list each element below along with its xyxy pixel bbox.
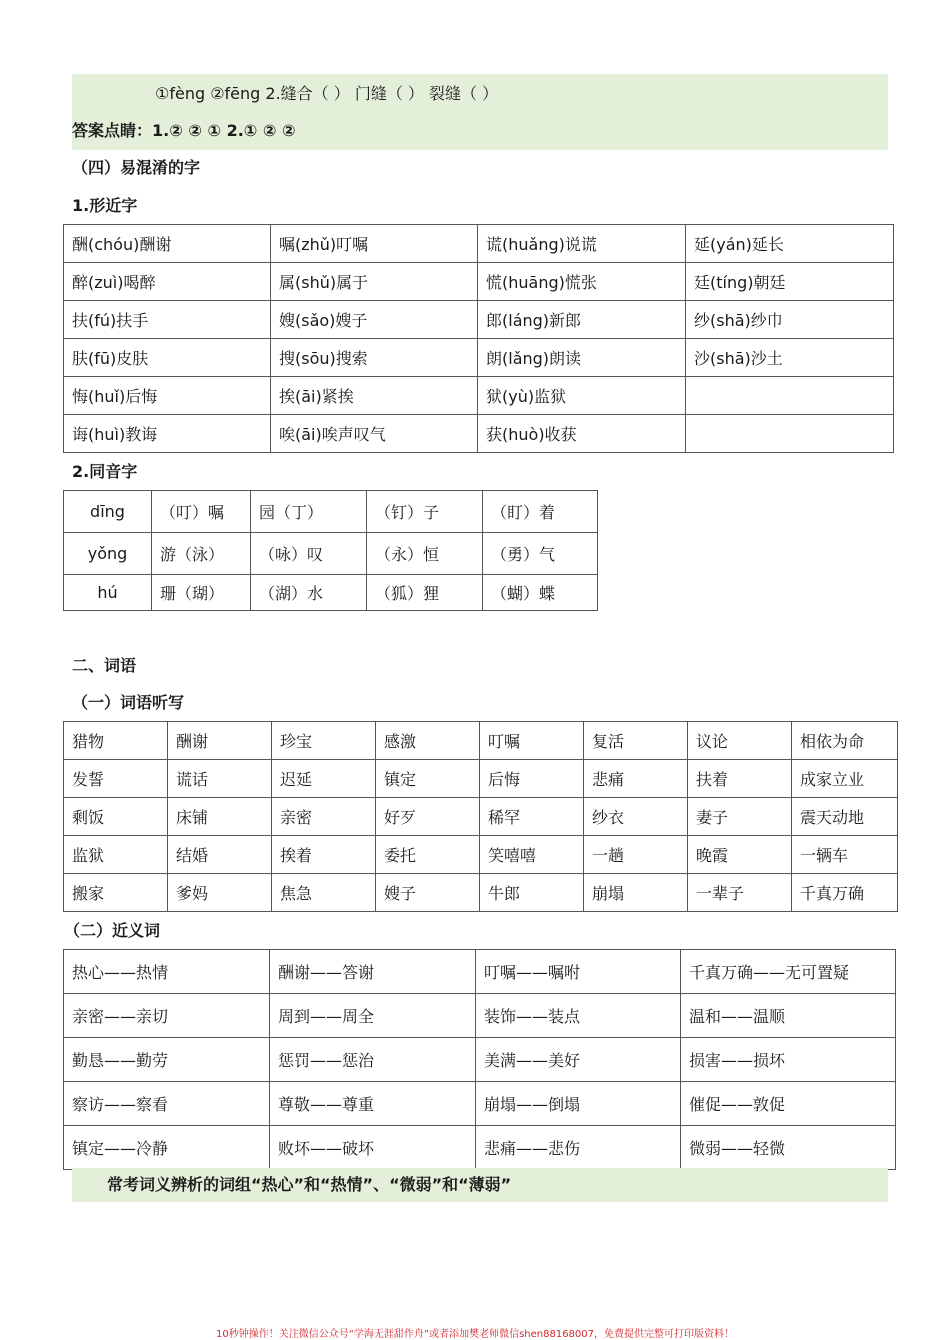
table-cell: 微弱——轻微 xyxy=(681,1126,896,1170)
table-row xyxy=(64,760,898,798)
table-cell: 千真万确——无可置疑 xyxy=(681,950,896,994)
table-row xyxy=(64,798,898,836)
table-row xyxy=(64,339,894,377)
table-cell: 谎话 xyxy=(168,760,272,798)
table-cell: 败坏——破坏 xyxy=(270,1126,476,1170)
table-cell: 爹妈 xyxy=(168,874,272,912)
table-cell: 狱(yù)监狱 xyxy=(478,377,686,415)
subsection-title: （二）近义词 xyxy=(64,921,161,940)
table-cell: （永）恒 xyxy=(367,533,483,575)
table-cell: 酬谢——答谢 xyxy=(270,950,476,994)
table-cell: 尊敬——尊重 xyxy=(270,1082,476,1126)
section-title: （四）易混淆的字 xyxy=(72,158,201,177)
table-cell: 挨(āi)紧挨 xyxy=(271,377,478,415)
table-cell: 崩塌——倒塌 xyxy=(476,1082,681,1126)
table-cell: 周到——周全 xyxy=(270,994,476,1038)
table-cell: 焦急 xyxy=(272,874,376,912)
table-cell: 一趟 xyxy=(584,836,688,874)
table-row xyxy=(64,950,896,994)
table-row xyxy=(64,575,598,611)
table-cell: 后悔 xyxy=(480,760,584,798)
table-cell: 叮嘱 xyxy=(480,722,584,760)
table-cell: 一辈子 xyxy=(688,874,792,912)
table-cell: 延(yán)延长 xyxy=(686,225,894,263)
pinyin-cell: dīng xyxy=(64,491,152,533)
table-cell: 成家立业 xyxy=(792,760,898,798)
table-cell: 嫂子 xyxy=(376,874,480,912)
table-cell: 剩饭 xyxy=(64,798,168,836)
table-cell: 监狱 xyxy=(64,836,168,874)
table-cell: （咏）叹 xyxy=(251,533,367,575)
table-cell xyxy=(686,415,894,453)
table-row xyxy=(64,491,598,533)
table-cell: （蝴）蝶 xyxy=(483,575,598,611)
table-cell: 感激 xyxy=(376,722,480,760)
table-cell: 猎物 xyxy=(64,722,168,760)
dictation-table xyxy=(63,721,898,912)
table-cell: 叮嘱——嘱咐 xyxy=(476,950,681,994)
table-cell: 美满——美好 xyxy=(476,1038,681,1082)
table-cell: 廷(tíng)朝廷 xyxy=(686,263,894,301)
table-cell: 诲(huì)教诲 xyxy=(64,415,271,453)
table-cell: （勇）气 xyxy=(483,533,598,575)
table-cell: 属(shǔ)属于 xyxy=(271,263,478,301)
table-row xyxy=(64,1082,896,1126)
table-cell: 结婚 xyxy=(168,836,272,874)
table-cell: 珊（瑚） xyxy=(152,575,251,611)
table-cell: 悲痛 xyxy=(584,760,688,798)
table-cell: 搜(sōu)搜索 xyxy=(271,339,478,377)
table-cell: 纱衣 xyxy=(584,798,688,836)
table-cell: 沙(shā)沙土 xyxy=(686,339,894,377)
table-row xyxy=(64,1038,896,1082)
table-cell: 相依为命 xyxy=(792,722,898,760)
table-cell: 委托 xyxy=(376,836,480,874)
table-cell xyxy=(686,377,894,415)
table-cell: 震天动地 xyxy=(792,798,898,836)
table-cell: （盯）着 xyxy=(483,491,598,533)
table-cell: 游（泳） xyxy=(152,533,251,575)
note-text: 常考词义辨析的词组“热心”和“热情”、“微弱”和“薄弱” xyxy=(107,1175,512,1194)
table-cell: 亲密——亲切 xyxy=(64,994,270,1038)
table-cell: 惩罚——惩治 xyxy=(270,1038,476,1082)
table-cell: 郎(láng)新郎 xyxy=(478,301,686,339)
table-cell: 复活 xyxy=(584,722,688,760)
table-cell: 亲密 xyxy=(272,798,376,836)
table-cell: （狐）狸 xyxy=(367,575,483,611)
table-row xyxy=(64,1126,896,1170)
homophone-table xyxy=(63,490,598,611)
table-cell: 扶(fú)扶手 xyxy=(64,301,271,339)
table-row xyxy=(64,377,894,415)
table-cell: 崩塌 xyxy=(584,874,688,912)
table-cell: 迟延 xyxy=(272,760,376,798)
pinyin-cell: hú xyxy=(64,575,152,611)
table-cell: （叮）嘱 xyxy=(152,491,251,533)
footer-note: 10秒钟操作！关注微信公众号“学海无涯甜作舟”或者添加樊老师微信shen88168007，免费提供完整可打印版资料！ xyxy=(215,1329,735,1340)
table-row xyxy=(64,533,598,575)
table-row xyxy=(64,263,894,301)
table-cell: 嘱(zhǔ)叮嘱 xyxy=(271,225,478,263)
table-cell: 嫂(sǎo)嫂子 xyxy=(271,301,478,339)
table-cell: 妻子 xyxy=(688,798,792,836)
subsection-title: （一）词语听写 xyxy=(72,693,185,712)
table-row xyxy=(64,874,898,912)
part-title: 二、词语 xyxy=(72,656,137,675)
table-cell: 醉(zuì)喝醉 xyxy=(64,263,271,301)
table-cell: 肤(fū)皮肤 xyxy=(64,339,271,377)
table-cell: 催促——敦促 xyxy=(681,1082,896,1126)
table-cell: 悔(huǐ)后悔 xyxy=(64,377,271,415)
table-cell: 温和——温顺 xyxy=(681,994,896,1038)
subsection-title: 2.同音字 xyxy=(72,462,138,481)
table-cell: 获(huò)收获 xyxy=(478,415,686,453)
table-cell: 笑嘻嘻 xyxy=(480,836,584,874)
table-cell: 千真万确 xyxy=(792,874,898,912)
table-cell: 损害——损坏 xyxy=(681,1038,896,1082)
table-cell: 酬谢 xyxy=(168,722,272,760)
table-cell: 稀罕 xyxy=(480,798,584,836)
table-cell: 好歹 xyxy=(376,798,480,836)
table-row xyxy=(64,836,898,874)
table-cell: 唉(āi)唉声叹气 xyxy=(271,415,478,453)
table-cell: 察访——察看 xyxy=(64,1082,270,1126)
table-cell: 园（丁） xyxy=(251,491,367,533)
synonym-table xyxy=(63,949,896,1170)
table-cell: 朗(lǎng)朗读 xyxy=(478,339,686,377)
table-cell: 慌(huāng)慌张 xyxy=(478,263,686,301)
table-cell: （湖）水 xyxy=(251,575,367,611)
table-cell: 床铺 xyxy=(168,798,272,836)
table-cell: 悲痛——悲伤 xyxy=(476,1126,681,1170)
table-row xyxy=(64,225,894,263)
table-cell: 一辆车 xyxy=(792,836,898,874)
table-cell: 镇定 xyxy=(376,760,480,798)
table-row xyxy=(64,301,894,339)
table-cell: 扶着 xyxy=(688,760,792,798)
table-cell: 谎(huǎng)说谎 xyxy=(478,225,686,263)
table-cell: 发誓 xyxy=(64,760,168,798)
table-cell: 酬(chóu)酬谢 xyxy=(64,225,271,263)
pinyin-cell: yǒng xyxy=(64,533,152,575)
table-cell: 装饰——装点 xyxy=(476,994,681,1038)
table-cell: 晚霞 xyxy=(688,836,792,874)
table-cell: 议论 xyxy=(688,722,792,760)
table-cell: 镇定——冷静 xyxy=(64,1126,270,1170)
table-cell: 纱(shā)纱巾 xyxy=(686,301,894,339)
table-row xyxy=(64,722,898,760)
subsection-title: 1.形近字 xyxy=(72,196,138,215)
table-cell: 牛郎 xyxy=(480,874,584,912)
similar-characters-table xyxy=(63,224,894,453)
table-cell: 搬家 xyxy=(64,874,168,912)
table-cell: 珍宝 xyxy=(272,722,376,760)
table-cell: （钉）子 xyxy=(367,491,483,533)
pronunciation-line: ①fèng ②fēng 2.缝合（ ） 门缝（ ） 裂缝（ ） xyxy=(155,84,499,103)
table-cell: 勤恳——勤劳 xyxy=(64,1038,270,1082)
table-cell: 挨着 xyxy=(272,836,376,874)
table-row xyxy=(64,415,894,453)
table-cell: 热心——热情 xyxy=(64,950,270,994)
table-row xyxy=(64,994,896,1038)
answer-key: 答案点睛：1.② ② ① 2.① ② ② xyxy=(72,121,296,140)
